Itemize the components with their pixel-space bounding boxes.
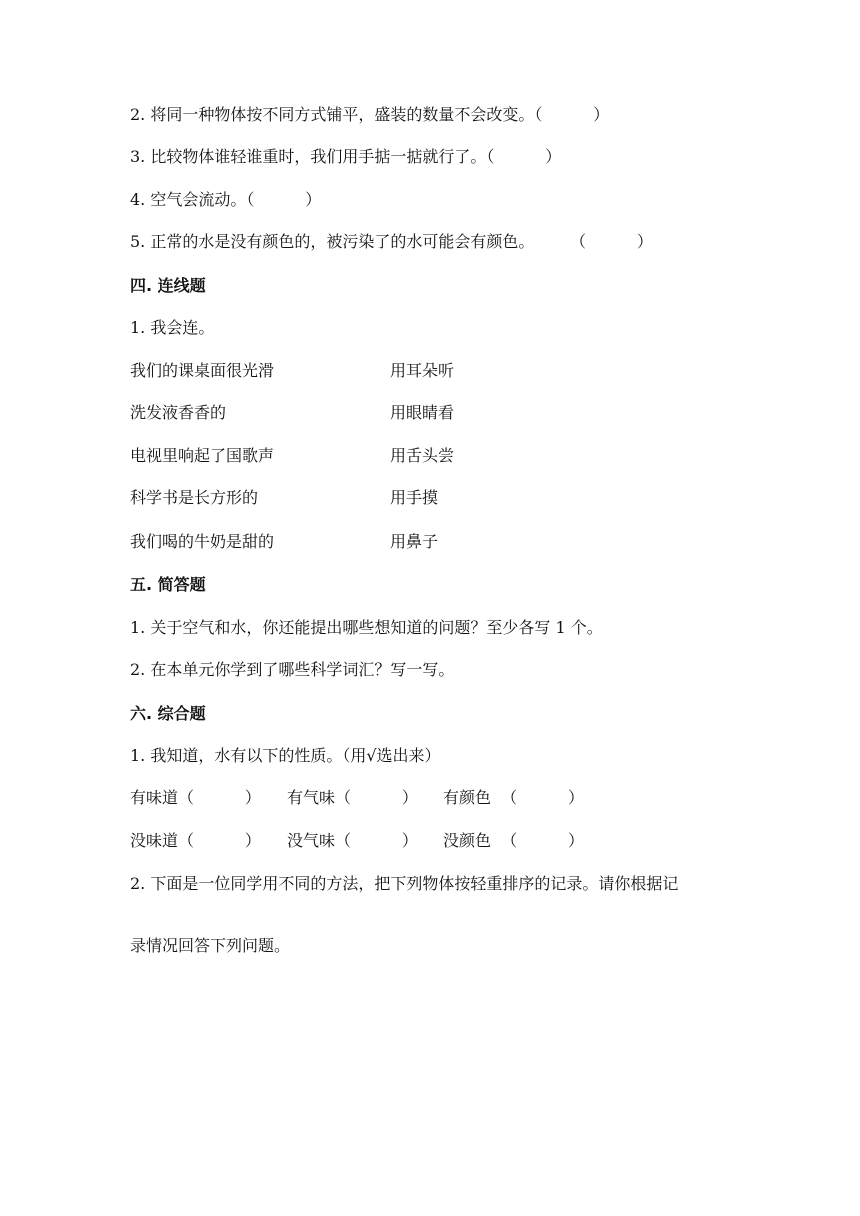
matching-left-item: 科学书是长方形的 <box>130 488 259 507</box>
section-heading-matching: 四. 连线题 <box>130 276 206 295</box>
judge-item-3: 3. 比较物体谁轻谁重时，我们用手掂一掂就行了。（ ） <box>130 147 562 166</box>
property-option: 有味道（ ） <box>130 788 261 807</box>
matching-left-item: 电视里响起了国歌声 <box>130 446 275 465</box>
matching-right-item: 用鼻子 <box>390 532 439 551</box>
matching-right-item: 用耳朵听 <box>390 361 455 380</box>
judge-item-5: 5. 正常的水是没有颜色的，被污染了的水可能会有颜色。 （ ） <box>130 232 653 251</box>
matching-right-item: 用眼睛看 <box>390 403 455 422</box>
property-option: 没味道（ ） <box>130 831 261 850</box>
comprehensive-question-1: 1. 我知道，水有以下的性质。（用√选出来） <box>130 746 441 765</box>
property-option: 没颜色 （ ） <box>443 831 585 850</box>
matching-prompt: 1. 我会连。 <box>130 318 215 337</box>
property-option: 没气味（ ） <box>287 831 418 850</box>
comprehensive-question-2: 2. 下面是一位同学用不同的方法，把下列物体按轻重排序的记录。请你根据记 <box>130 874 679 893</box>
comprehensive-question-2-cont: 录情况回答下列问题。 <box>130 936 291 955</box>
matching-right-item: 用手摸 <box>390 488 439 507</box>
section-heading-comprehensive: 六. 综合题 <box>130 704 206 723</box>
matching-left-item: 我们喝的牛奶是甜的 <box>130 532 275 551</box>
matching-left-item: 我们的课桌面很光滑 <box>130 361 275 380</box>
judge-item-4: 4. 空气会流动。（ ） <box>130 190 322 209</box>
matching-right-item: 用舌头尝 <box>390 446 455 465</box>
section-heading-short-answer: 五. 简答题 <box>130 575 206 594</box>
property-option: 有颜色 （ ） <box>443 788 585 807</box>
short-answer-item-1: 1. 关于空气和水，你还能提出哪些想知道的问题？至少各写 1 个。 <box>130 618 603 637</box>
short-answer-item-2: 2. 在本单元你学到了哪些科学词汇？写一写。 <box>130 660 455 679</box>
judge-item-2: 2. 将同一种物体按不同方式铺平，盛装的数量不会改变。（ ） <box>130 105 610 124</box>
property-option: 有气味（ ） <box>287 788 418 807</box>
matching-left-item: 洗发液香香的 <box>130 403 227 422</box>
